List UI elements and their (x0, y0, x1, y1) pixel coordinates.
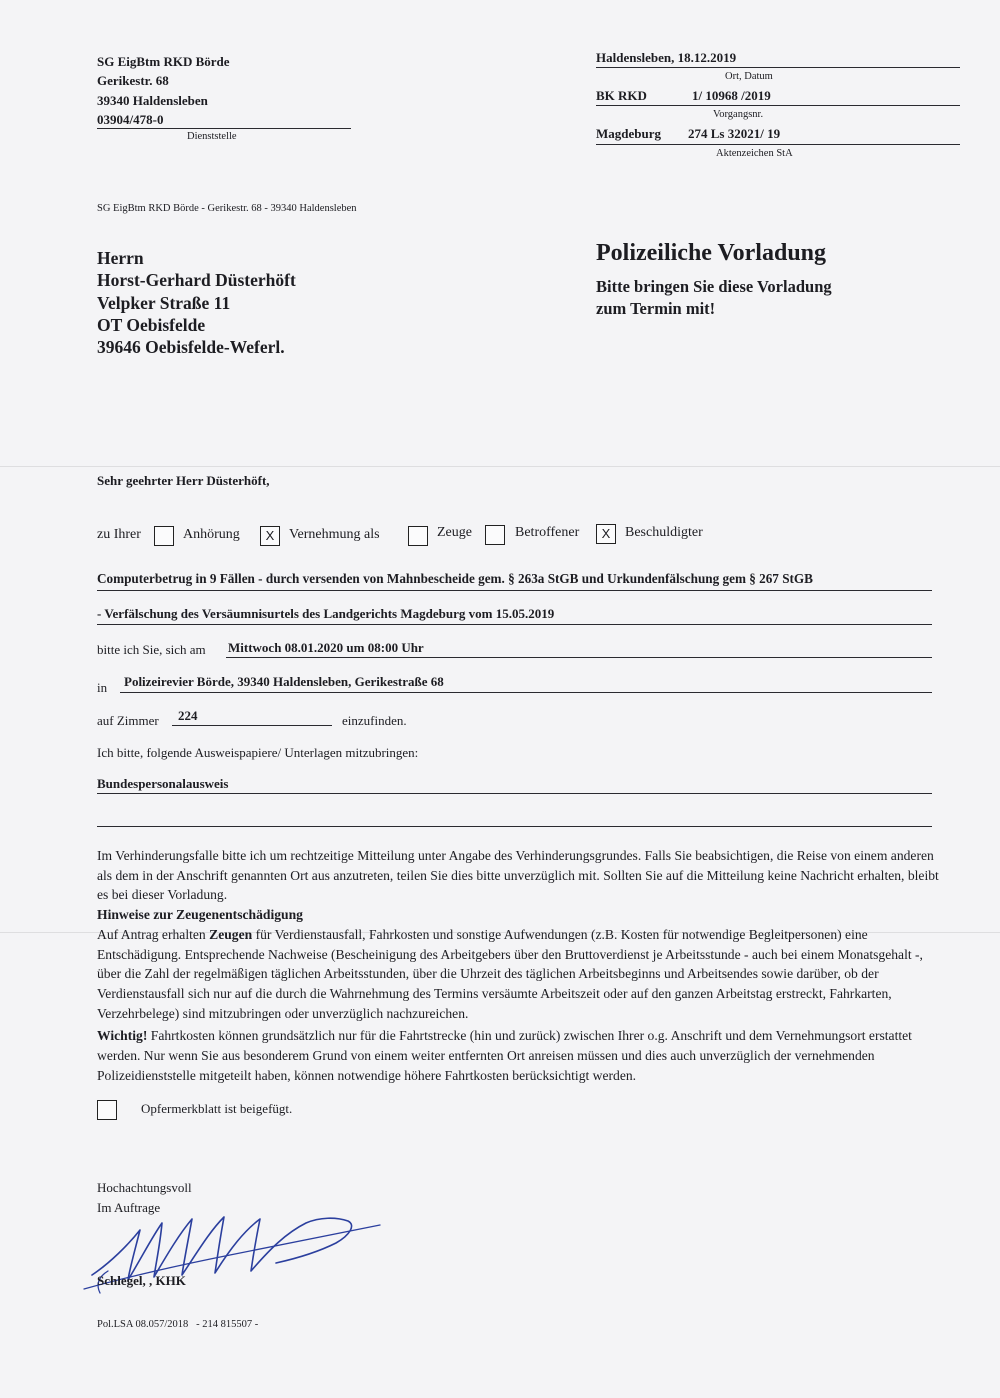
documents-underline-1 (97, 793, 932, 794)
datetime-underline (226, 657, 932, 658)
sender-street: Gerikestr. 68 (97, 73, 169, 89)
label-betroffener: Betroffener (515, 525, 580, 540)
document-subtitle (596, 276, 832, 320)
recipient-district: OT Oebisfelde (97, 314, 206, 335)
location-underline (120, 692, 932, 693)
compensation-text-c: für Verdienstausfall, Fahrkosten und sonstige Aufwendungen (z.B. Kosten für notwendige Begleitpersonen) eine Entschädigung. Entsprechende Nachweise (Bescheinigung des Arbeitgebers über den Bruttoverdienst je Arbeitsstunde - auch bei einem Monatsgehalt -, über die Zahl der regelmäßigen täglichen Arbeitsstunden, über die Uhrzeit des täglichen Arbeitsbeginns und Arbeitsendes sowie darüber, ob der Verdienstausfall sich nur auf die durch die Wahrnehmung des Termins versäumte Arbeitszeit oder auf den ganzen Arbeitstag erstreckt, Fahrkarten, Verzehrbelege) sind mitzubringen oder unverzüglich nachzureichen. (97, 926, 923, 1021)
appointment-datetime: Mittwoch 08.01.2020 um 08:00 Uhr (228, 640, 424, 655)
label-zeuge: Zeuge (437, 525, 472, 540)
checkbox-betroffener[interactable] (485, 525, 505, 545)
case-underline (596, 105, 960, 106)
documents-intro: Ich bitte, folgende Ausweispapiere/ Unterlagen mitzubringen: (97, 745, 419, 760)
sender-city: 39340 Haldensleben (97, 92, 208, 108)
documents-underline-2 (97, 826, 932, 827)
case-number: 1/ 10968 /2019 (692, 88, 771, 103)
notice-block (97, 846, 942, 1085)
victim-sheet-label: Opfermerkblatt ist beigefügt. (141, 1101, 293, 1116)
subtitle-line-2: zum Termin mit! (596, 299, 716, 318)
sender-phone: 03904/478-0 (97, 111, 164, 127)
subtitle-line-1: Bitte bringen Sie diese Vorladung (596, 277, 832, 296)
recipient-street: Velpker Straße 11 (97, 292, 231, 313)
compensation-title: Hinweise zur Zeugenentschädigung (97, 907, 303, 923)
recipient-salutation: Herrn (97, 248, 144, 268)
case-prefix: BK RKD (596, 88, 647, 103)
sender-block (97, 52, 230, 129)
closing-regards: Hochachtungsvoll (97, 1180, 192, 1195)
room-suffix: einzufinden. (342, 713, 407, 728)
documents-item: Bundespersonalausweis (97, 776, 229, 791)
offense-line-1: Computerbetrug in 9 Fällen - durch versenden von Mahnbescheide gem. § 263a StGB und Urkundenfälschung gem § 267 StGB (97, 571, 813, 586)
recipient-block (97, 247, 296, 358)
compensation-text-a: Auf Antrag erhalten (97, 926, 206, 942)
place-date-underline (596, 67, 960, 68)
signer-name: Schlegel, , KHK (97, 1273, 186, 1288)
prosecutor-label: Aktenzeichen StA (716, 148, 793, 159)
offense-line-2: - Verfälschung des Versäumnisurtels des Landgerichts Magdeburg vom 15.05.2019 (97, 606, 555, 621)
appointment-location: Polizeirevier Börde, 39340 Haldensleben, Gerikestraße 68 (124, 674, 444, 689)
room-number: 224 (178, 708, 198, 723)
sender-label: Dienststelle (187, 131, 237, 142)
room-underline (172, 725, 332, 726)
recipient-city: 39646 Oebisfelde-Weferl. (97, 337, 285, 358)
label-beschuldigter: Beschuldigter (625, 525, 703, 540)
paper-fold (0, 466, 1000, 467)
offense-underline-2 (97, 624, 932, 625)
important-body: Fahrtkosten können grundsätzlich nur für die Fahrtstrecke (hin und zurück) zwischen Ihrer o.g. Anschrift und dem Vernehmungsort erstattet werden. Nur wenn Sie aus besonderem Grund von einem weiter entfernten Ort anreisen müssen und dies auch unverzüglich der vernehmenden Polizeidienststelle mitgeteilt haben, können notwendige höhere Fahrtkosten berücksichtigt werden. (97, 1028, 912, 1083)
compensation-text (97, 925, 942, 1024)
options-prefix: zu Ihrer (97, 527, 141, 542)
label-vernehmung: Vernehmung als (289, 527, 380, 542)
checkbox-vernehmung[interactable]: X (260, 526, 280, 546)
checkbox-beschuldigter[interactable]: X (596, 524, 616, 544)
checkbox-anhoerung[interactable] (154, 526, 174, 546)
document-title: Polizeiliche Vorladung (596, 240, 827, 266)
closing-behalf: Im Auftrage (97, 1199, 161, 1215)
appointment-prefix: bitte ich Sie, sich am (97, 642, 206, 657)
important-label: Wichtig! (97, 1028, 148, 1044)
compensation-text-witnesses: Zeugen (209, 926, 253, 942)
label-anhoerung: Anhörung (183, 527, 240, 542)
greeting: Sehr geehrter Herr Düsterhöft, (97, 473, 270, 488)
important-text (97, 1026, 942, 1085)
sender-underline (97, 128, 351, 129)
location-prefix: in (97, 680, 108, 695)
place-date-label: Ort, Datum (725, 71, 773, 82)
place-date: Haldensleben, 18.12.2019 (596, 50, 737, 65)
prosecutor-city: Magdeburg (596, 126, 661, 141)
prosecutor-ref: 274 Ls 32021/ 19 (688, 126, 781, 141)
case-label: Vorgangsnr. (713, 109, 764, 120)
prosecutor-underline (596, 144, 960, 145)
recipient-name: Horst-Gerhard Düsterhöft (97, 270, 296, 291)
checkbox-zeuge[interactable] (408, 526, 428, 546)
offense-underline-1 (97, 590, 932, 591)
form-footer: Pol.LSA 08.057/2018 - 214 815507 - (97, 1319, 259, 1330)
prevention-text: Im Verhinderungsfalle bitte ich um rechtzeitige Mitteilung unter Angabe des Verhinderungsgrundes. Falls Sie beabsichtigen, die Reise von einem anderen als dem in der Anschrift genannten Ort aus anzutreten, teilen Sie dies bitte unverzüglich mit. Sollten Sie auf die Mitteilung keine Nachricht erhalten, bleibt es bei dieser Vorladung. (97, 848, 939, 903)
return-address: SG EigBtm RKD Börde - Gerikestr. 68 - 39340 Haldensleben (97, 203, 357, 214)
room-label: auf Zimmer (97, 713, 159, 728)
checkbox-victim-sheet[interactable] (97, 1100, 117, 1120)
sender-unit: SG EigBtm RKD Börde (97, 54, 230, 69)
